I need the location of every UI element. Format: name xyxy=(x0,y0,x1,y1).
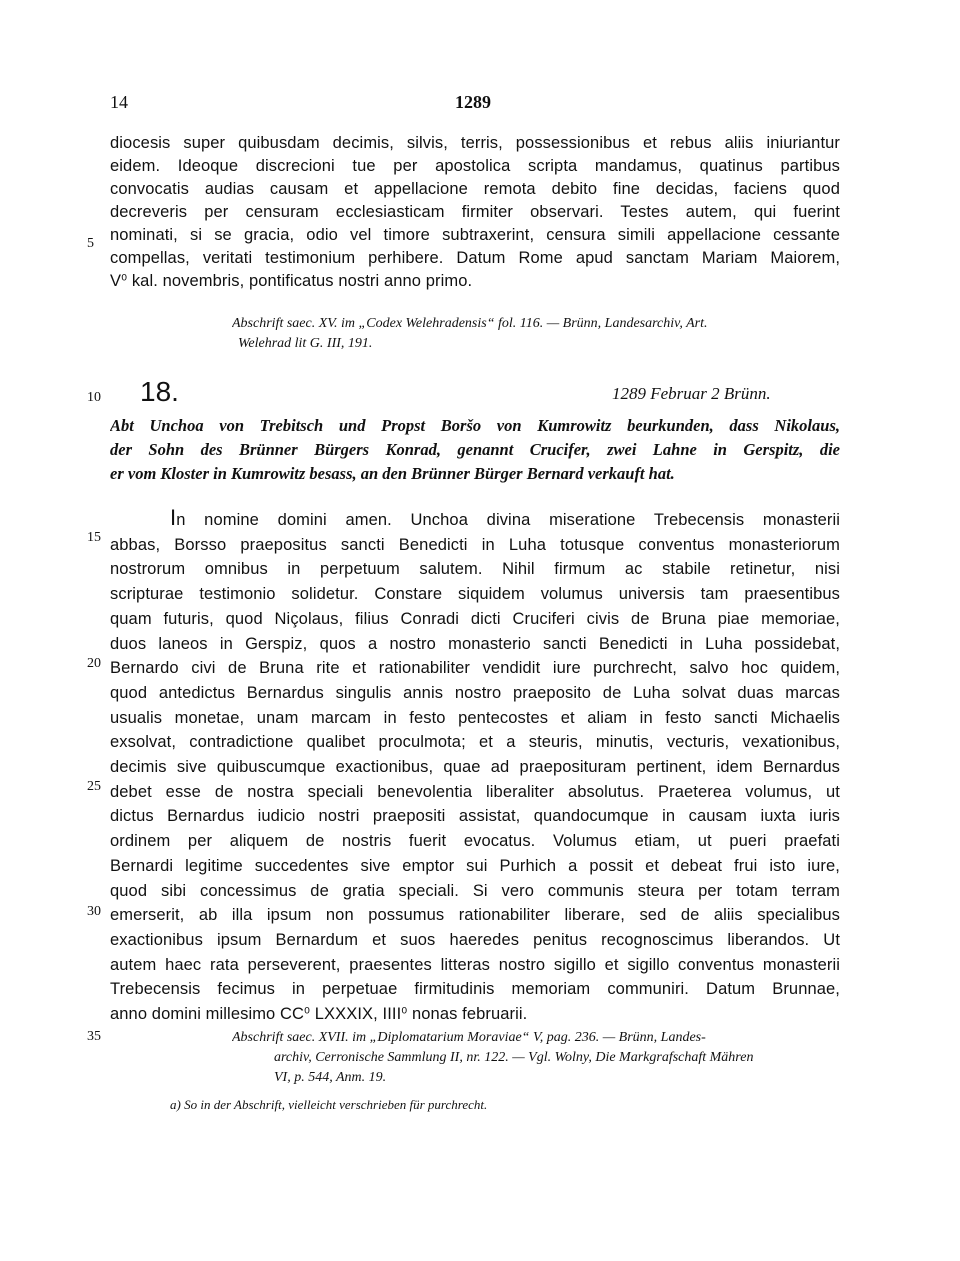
text-line: compellas, veritati testimonium perhibere. Datum Rome apud sanctam Mariam Maiorem, xyxy=(110,249,840,267)
text-line: Trebecensis fecimus in perpetuae firmitudinis memoriam communiri. Datum Brunnae, xyxy=(110,980,840,999)
line-number: 25 xyxy=(87,779,101,794)
text-line: decimis sive quibuscumque exactionibus, quae ad praeposituram pertinent, idem Bernardus xyxy=(110,758,840,777)
text-line: nominati, si se gracia, odio vel timore subtraxerint, censura simili appellacione cessante xyxy=(110,226,840,244)
text-line: debet esse de nostra speciali benevolentia liberaliter absolutus. Praeterea volumus, ut xyxy=(110,782,840,801)
first-line-text: n nomine domini amen. Unchoa divina miseratione Trebecensis monasterii xyxy=(176,511,840,529)
page-year: 1289 xyxy=(455,92,491,112)
regest-line: der Sohn des Brünner Bürgers Konrad, genannt Crucifer, zwei Lahne in Gerspitz, die xyxy=(110,440,840,459)
text-line: duos laneos in Gerspiz, quos a nostro monasterio sancti Benedicti in Luha possidebat, xyxy=(110,634,840,653)
text-line: exactionibus ipsum Bernardum et suos haeredes penitus recognoscimus liberandos. Ut xyxy=(110,930,840,949)
text-line: abbas, Borsso praepositus sancti Benedicti in Luha totusque conventus monasteriorum xyxy=(110,535,840,554)
line-number: 5 xyxy=(87,236,94,251)
source-line: archiv, Cerronische Sammlung II, nr. 122. — Vgl. Wolny, Die Markgrafschaft Mähren xyxy=(274,1050,754,1065)
text-line: emerserit, ab illa ipsum non possumus rationabiliter liberare, sed de aliis specialibus xyxy=(110,906,840,925)
text-line: exsolvat, contradictione qualibet proculmota; et a steuris, minutis, vecturis, vexationibus, xyxy=(110,733,840,752)
text-line: quod antedictus Bernardus singulis annis nostro praeposito de Luha solvat duas marcas xyxy=(110,683,840,702)
text-line xyxy=(110,506,840,533)
text-line: convocatis audias causam et appellacione remota debito fine decidas, faciens quod xyxy=(110,180,840,198)
text-line: quam futuris, quod Niçolaus, filius Conradi dicti Cruciferi civis de Bruna piae memoriae, xyxy=(110,609,840,628)
source-line: Abschrift saec. XVII. im „Diplomatarium Moraviae“ V, pag. 236. — Brünn, Landes- xyxy=(232,1030,706,1045)
regest-line: Abt Unchoa von Trebitsch und Propst Boršo von Kumrowitz beurkunden, dass Nikolaus, xyxy=(110,416,840,435)
page-number: 14 xyxy=(110,92,128,112)
text-line: Bernardo civi de Bruna rite et rationabiliter vendidit iure purchrecht, salvo hoc quidem, xyxy=(110,659,840,678)
text-line: diocesis super quibusdam decimis, silvis, terris, possessionibus et rebus aliis iniuriantur xyxy=(110,134,840,152)
text-line: usualis monetae, unam marcam in festo pentecostes et aliam in festo sancti Michaelis xyxy=(110,708,840,727)
text-line: V⁰ kal. novembris, pontificatus nostri anno primo. xyxy=(110,272,473,290)
previous-source-note xyxy=(232,314,840,354)
text-line: anno domini millesimo CC⁰ LXXXIX, IIII⁰ nonas februarii. xyxy=(110,1005,528,1024)
regest-line: er vom Kloster in Kumrowitz besass, an den Brünner Bürger Bernard verkauft hat. xyxy=(110,464,675,483)
line-number: 10 xyxy=(87,390,101,405)
document-number: 18. xyxy=(140,376,179,407)
line-number: 15 xyxy=(87,530,101,545)
source-line: VI, p. 544, Anm. 19. xyxy=(274,1070,387,1085)
source-line: Abschrift saec. XV. im „Codex Welehradensis“ fol. 116. — Brünn, Landesarchiv, Art. xyxy=(232,316,708,331)
source-line: Welehrad lit G. III, 191. xyxy=(238,336,373,351)
previous-document-text xyxy=(110,132,840,293)
text-line: ordinem per aliquem de nostris fuerit evocatus. Volumus etiam, ut pueri praefati xyxy=(110,832,840,851)
text-line: decreveris per censuram ecclesiasticam firmiter observari. Testes autem, qui fuerint xyxy=(110,203,840,221)
document-regest xyxy=(110,414,840,486)
footnote: a) So in der Abschrift, vielleicht verschrieben für purchrecht. xyxy=(170,1097,488,1112)
source-note xyxy=(232,1028,840,1088)
text-line: scripturae testimonio solidetur. Constare siquidem volumus universis tam praesentibus xyxy=(110,585,840,604)
line-number: 20 xyxy=(87,656,101,671)
initial-letter: I xyxy=(170,506,177,530)
line-number: 30 xyxy=(87,904,101,919)
text-line: dictus Bernardus iudicio nostri praepositi assistat, quandocumque in causam iuxta iuris xyxy=(110,807,840,826)
text-line: eidem. Ideoque discrecioni tue per apostolica scripta mandamus, quatinus partibus xyxy=(110,157,840,175)
line-number: 35 xyxy=(87,1029,101,1044)
text-line: nostrorum omnibus in perpetuum salutem. Nihil firmum ac stabile retinetur, nisi xyxy=(110,560,840,579)
text-line: Bernardi legitime succedentes sive emptor sui Purhich a possit et debeat frui isto iure, xyxy=(110,856,840,875)
document-date: 1289 Februar 2 Brünn. xyxy=(612,384,771,403)
text-line: autem haec rata perseverent, praesentes litteras nostro sigillo et sigillo conventus monasterii xyxy=(110,955,840,974)
text-line: quod sibi concessimus de gratia speciali. Si vero communis steura per totam terram xyxy=(110,881,840,900)
document-text xyxy=(110,506,840,1027)
